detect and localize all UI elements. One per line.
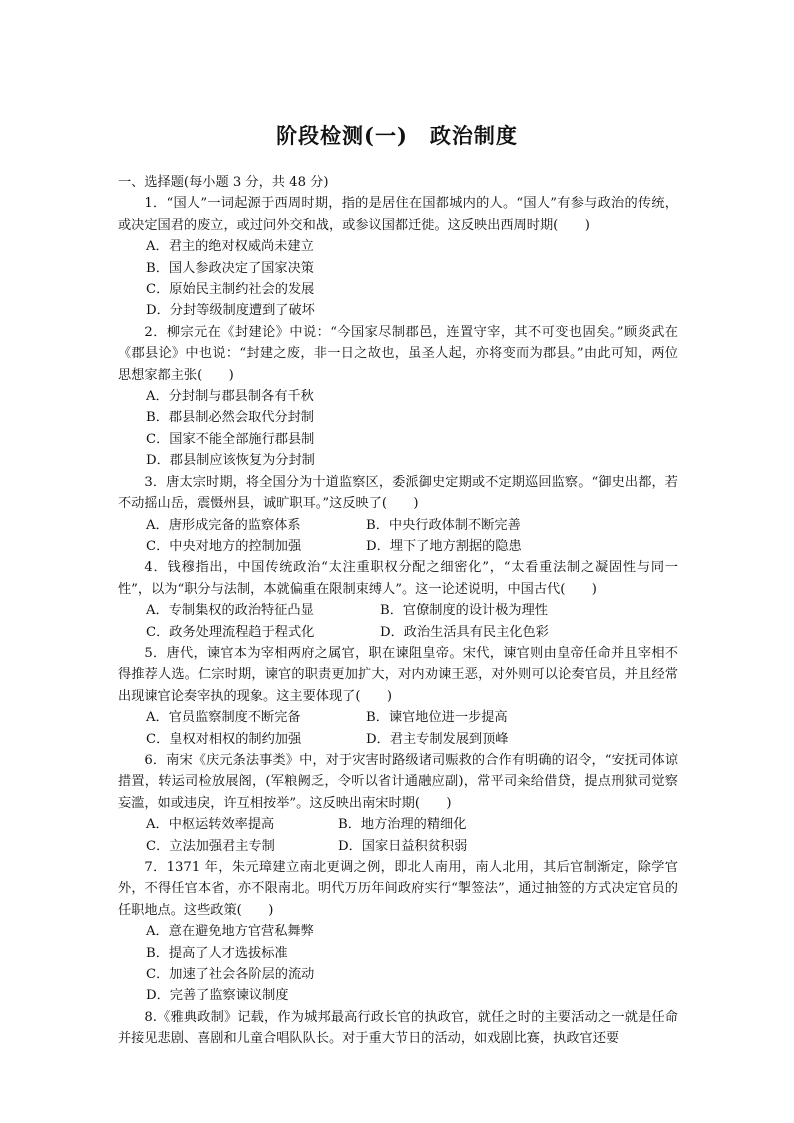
question-stem: 2．柳宗元在《封建论》中说：“今国家尽制郡邑，连置守宰，其不可变也固矣。”顾炎武在《郡县论》中也说：“封建之废，非一日之故也，虽圣人起，亦将变而为郡县。”由此可知，两位思想家都主张( )	[118, 324, 678, 383]
option-row	[118, 600, 678, 621]
option-a: A．唐形成完备的监察体系	[146, 517, 301, 533]
question-stem: 8.《雅典政制》记载，作为城邦最高行政长官的执政官，就任之时的主要活动之一就是任命并接见悲剧、喜剧和儿童合唱队队长。对于重大节日的活动，如戏剧比赛，执政官还要	[118, 1009, 678, 1047]
question-8	[118, 1007, 678, 1050]
option-b: B．中央行政体制不断完善	[366, 517, 521, 533]
option-c: C．原始民主制约社会的发展	[146, 282, 315, 298]
question-1	[118, 193, 678, 321]
option-b: B．提高了人才选拔标准	[146, 945, 288, 961]
option-d: D．国家日益积贫积弱	[338, 838, 468, 854]
option-d: D．埋下了地方割据的隐患	[366, 538, 522, 554]
option-b: B．谏官地位进一步提高	[366, 710, 508, 726]
option-c: C．国家不能全部施行郡县制	[146, 431, 315, 447]
option-row	[118, 622, 678, 643]
option-b: B．郡县制必然会取代分封制	[146, 410, 314, 426]
option-c: C．皇权对相权的制约加强	[146, 731, 302, 747]
option-d: D．分封等级制度遭到了破坏	[146, 303, 315, 319]
option-d: D．政治生活具有民主化色彩	[380, 624, 549, 640]
option-d: D．完善了监察谏议制度	[146, 988, 289, 1004]
option-a: A．君主的绝对权威尚未建立	[146, 239, 314, 255]
option-a: A．专制集权的政治特征凸显	[146, 603, 314, 619]
option-row	[118, 814, 678, 835]
option-row	[118, 536, 678, 557]
option-row	[118, 836, 678, 857]
option-b: B．官僚制度的设计极为理性	[380, 603, 548, 619]
question-5	[118, 643, 678, 750]
option-b: B．国人参政决定了国家决策	[146, 260, 314, 276]
option-b: B．地方治理的精细化	[338, 817, 467, 833]
option-row	[118, 707, 678, 728]
question-6	[118, 750, 678, 857]
option-row	[118, 515, 678, 536]
option-a: A．中枢运转效率提高	[146, 817, 275, 833]
option-c: C．中央对地方的控制加强	[146, 538, 302, 554]
option-d: D．郡县制应该恢复为分封制	[146, 453, 315, 469]
question-stem: 1．“国人”一词起源于西周时期，指的是居住在国都城内的人。“国人”有参与政治的传统，或决定国君的废立，或过问外交和战，或参议国都迁徙。这反映出西周时期( )	[118, 196, 678, 233]
question-stem: 5．唐代，谏官本为宰相两府之属官，职在谏阻皇帝。宋代，谏官则由皇帝任命并且宰相不得推荐人选。仁宗时期，谏官的职责更加扩大，对内劝谏王恶，对外则可以论奏官员，并且经常出现谏官论奏宰执的现象。这主要体现了( )	[118, 645, 678, 704]
question-list	[118, 172, 678, 1050]
question-3	[118, 472, 678, 558]
question-stem: 6．南宋《庆元条法事类》中，对于灾害时路级诸司赈救的合作有明确的诏令，“安抚司体谅措置，转运司检放展阁，(军粮阙乏，令听以省计通融应副)，常平司籴给借贷，提点刑狱司觉察妄滥，如或违戾，许互相按举”。这反映出南宋时期( )	[118, 752, 678, 811]
option-c: C．立法加强君主专制	[146, 838, 275, 854]
question-stem: 4．钱穆指出，中国传统政治“太注重职权分配之细密化”，“太看重法制之凝固性与同一性”，以为“职分与法制，本就偏重在限制束缚人”。这一论述说明，中国古代( )	[118, 560, 678, 597]
option-a: A．意在避免地方官营私舞弊	[146, 924, 314, 940]
question-4	[118, 557, 678, 643]
option-c: C．加速了社会各阶层的流动	[146, 967, 315, 983]
question-7	[118, 857, 678, 1007]
option-c: C．政务处理流程趋于程式化	[146, 624, 315, 640]
option-a: A．官员监察制度不断完备	[146, 710, 301, 726]
page-title: 阶段检测(一) 政治制度	[276, 123, 518, 148]
option-d: D．君主专制发展到顶峰	[366, 731, 509, 747]
question-2	[118, 322, 678, 472]
question-stem: 7．1371 年，朱元璋建立南北更调之例，即北人南用，南人北用，其后官制渐定，除学官外，不得任官本省，亦不限南北。明代万历年间政府实行“掣签法”，通过抽签的方式决定官员的任职地点。这些政策( )	[118, 860, 678, 918]
option-a: A．分封制与郡县制各有千秋	[146, 389, 314, 405]
section-heading: 一、选择题(每小题 3 分，共 48 分)	[118, 175, 329, 190]
question-stem: 3．唐太宗时期，将全国分为十道监察区，委派御史定期或不定期巡回监察。“御史出都，若不动摇山岳，震慑州县，诚旷职耳。”这反映了( )	[118, 474, 678, 512]
option-row	[118, 729, 678, 750]
